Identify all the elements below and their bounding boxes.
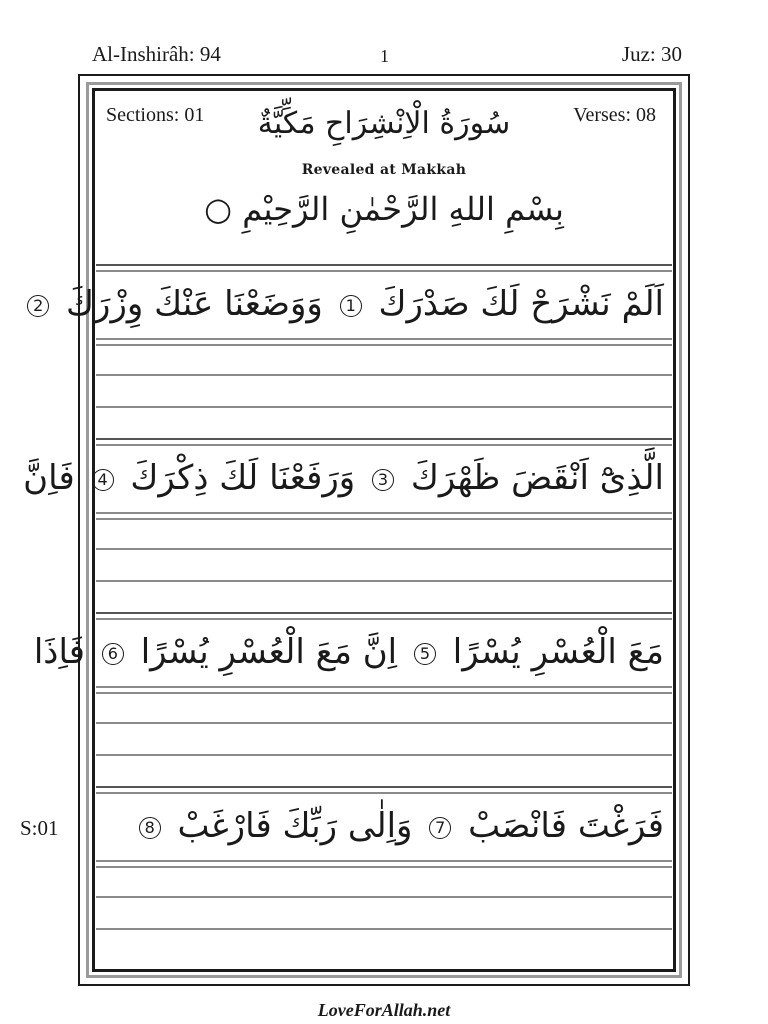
rule-line (96, 692, 672, 694)
rule-line (96, 374, 672, 376)
ayah-number-marker: 1 (340, 295, 362, 317)
surah-title-arabic: سُورَةُ الْاِنْشِرَاحِ مَكِّيَّةٌ (257, 106, 511, 141)
ayah-number-marker: 5 (414, 643, 436, 665)
rule-line (96, 580, 672, 582)
rule-line (96, 512, 672, 514)
rule-line (96, 686, 672, 688)
verse-text: فَاِنَّ (23, 458, 75, 498)
rule-line (96, 786, 672, 788)
sections-count: Sections: 01 (106, 104, 205, 126)
verse-line-2 (23, 458, 664, 499)
footer-brand: LoveForAllah.net (317, 1000, 451, 1020)
verse-line-4 (144, 806, 664, 847)
rule-line (96, 444, 672, 446)
verse-text: وَوَضَعْنَا عَنْكَ وِزْرَكَ (66, 284, 323, 324)
rule-line (96, 344, 672, 346)
rule-line (96, 896, 672, 898)
ayah-number-marker: 6 (102, 643, 124, 665)
rule-line (96, 928, 672, 930)
rule-line (96, 866, 672, 868)
ayah-number-marker: 4 (92, 469, 114, 491)
verse-text: وَرَفَعْنَا لَكَ ذِكْرَكَ (130, 458, 356, 498)
ayah-number-marker: 2 (27, 295, 49, 317)
ayah-number-marker: 8 (139, 817, 161, 839)
verse-text: مَعَ الْعُسْرِ يُسْرًا (452, 632, 664, 672)
verse-text: اِنَّ مَعَ الْعُسْرِ يُسْرًا (140, 632, 398, 672)
verse-text: الَّذِىْٓ اَنْقَضَ ظَهْرَكَ (410, 458, 664, 498)
rule-line (96, 722, 672, 724)
rule-line (96, 618, 672, 620)
verse-line-3 (33, 632, 664, 673)
rule-line (96, 438, 672, 440)
rule-line (96, 406, 672, 408)
rule-line (96, 612, 672, 614)
ayah-number-marker: 7 (429, 817, 451, 839)
rule-line (96, 548, 672, 550)
verse-line-1 (33, 284, 664, 325)
rule-line (96, 792, 672, 794)
juz-number: Juz: 30 (621, 42, 682, 66)
page-number: 1 (380, 46, 389, 66)
surah-name-number: Al-Inshirâh: 94 (92, 42, 221, 66)
verse-text: فَرَغْتَ فَانْصَبْ (468, 806, 664, 846)
rule-line (96, 270, 672, 272)
rule-line (96, 518, 672, 520)
verse-text: اَلَمْ نَشْرَحْ لَكَ صَدْرَكَ (378, 284, 664, 324)
verses-count: Verses: 08 (573, 104, 656, 126)
verse-text: وَاِلٰى رَبِّكَ فَارْغَبْ (177, 806, 413, 846)
rule-line (96, 860, 672, 862)
rule-line (96, 754, 672, 756)
revelation-place: Revealed at Makkah (301, 162, 467, 178)
rule-line (96, 338, 672, 340)
verse-text: فَاِذَا (33, 632, 86, 672)
rule-line (96, 264, 672, 266)
ayah-number-marker: 3 (372, 469, 394, 491)
bismillah: بِسْمِ اللهِ الرَّحْمٰنِ الرَّحِيْمِ ○ (204, 190, 564, 228)
section-marker: S:01 (20, 816, 59, 840)
